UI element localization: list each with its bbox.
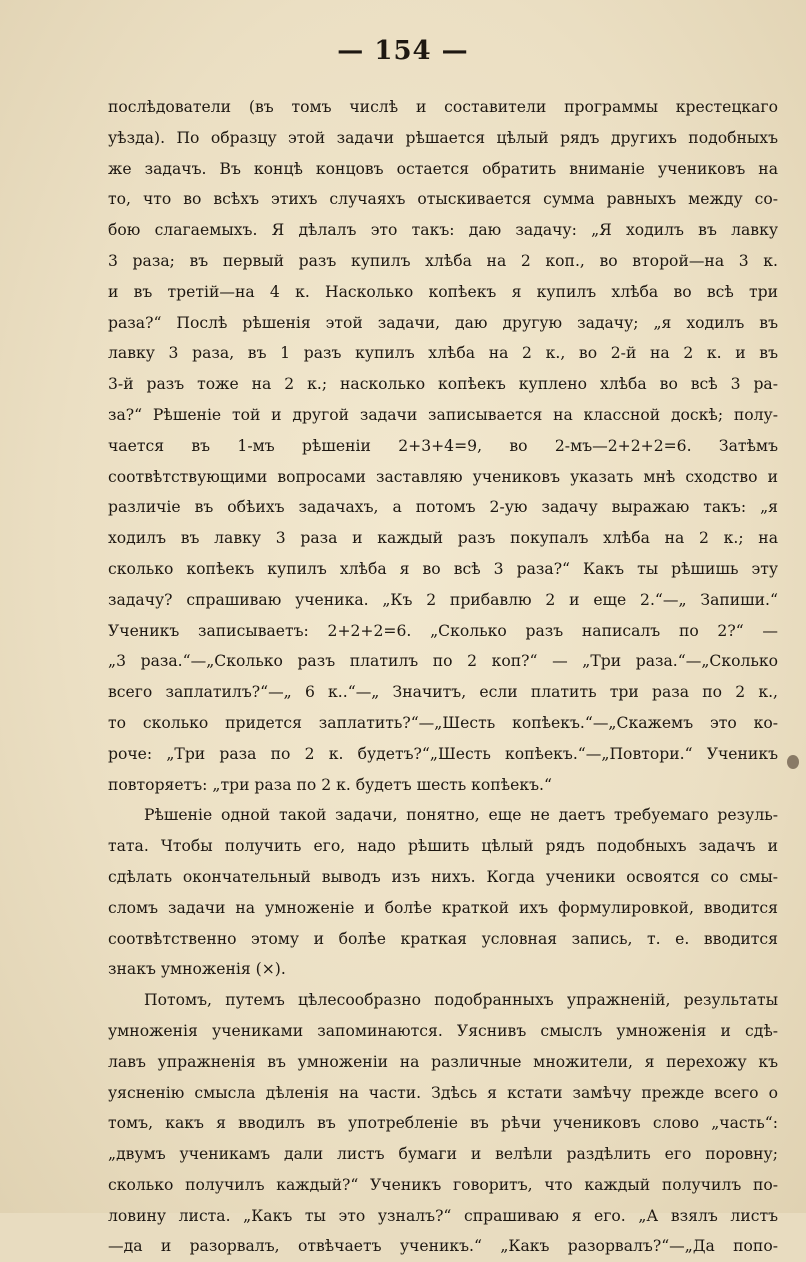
text-line: „двумъ ученикамъ дали листъ бумаги и велѣли раздѣлить его поровну; [108,1145,778,1164]
text-line-paragraph-end: знакъ умноженія (×). [108,960,286,979]
text-line: то, что во всѣхъ этихъ случаяхъ отыскивается сумма равныхъ между со- [108,190,778,209]
text-line: за?“ Рѣшеніе той и другой задачи записывается на классной доскѣ; полу- [108,405,778,424]
text-line: ловину листа. „Какъ ты это узналъ?“ спрашиваю я его. „А взялъ листъ [108,1206,778,1225]
text-line: роче: „Три раза по 2 к. будетъ?“„Шесть копѣекъ.“—„Повтори.“ Ученикъ [108,744,778,763]
text-line: 3 раза; въ первый разъ купилъ хлѣба на 2 коп., во второй—на 3 к. [108,251,778,270]
text-line: различіе въ обѣихъ задачахъ, а потомъ 2-ую задачу выражаю такъ: „я [108,498,778,517]
text-line: уясненію смысла дѣленія на части. Здѣсь я кстати замѣчу прежде всего о [108,1083,778,1102]
text-line: же задачъ. Въ концѣ концовъ остается обратить вниманіе учениковъ на [108,159,778,178]
text-line: и въ третій—на 4 к. Насколько копѣекъ я купилъ хлѣба во всѣ три [108,282,778,301]
text-line: сколько копѣекъ купилъ хлѣба я во всѣ 3 раза?“ Какъ ты рѣшишь эту [108,559,778,578]
text-line: бою слагаемыхъ. Я дѣлалъ это такъ: даю задачу: „Я ходилъ въ лавку [108,221,778,240]
body-text [108,92,778,1262]
text-line: соотвѣтственно этому и болѣе краткая условная запись, т. е. вводится [108,929,778,948]
text-line: лавку 3 раза, въ 1 разъ купилъ хлѣба на 2 к., во 2-й на 2 к. и въ [108,344,778,363]
text-line: сломъ задачи на умноженіе и болѣе краткой ихъ формулировкой, вводится [108,898,778,917]
text-line: тата. Чтобы получить его, надо рѣшить цѣлый рядъ подобныхъ задачъ и [108,837,778,856]
text-line: чается въ 1-мъ рѣшеніи 2+3+4=9, во 2-мъ—2+2+2=6. Затѣмъ [108,436,778,455]
text-line: то сколько придется заплатить?“—„Шесть копѣекъ.“—„Скажемъ это ко- [108,713,778,732]
page-number: — 154 — [337,36,469,66]
text-line-paragraph-start: Потомъ, путемъ цѣлесообразно подобранныхъ упражненій, результаты [144,991,778,1010]
text-line: Ученикъ записываетъ: 2+2+2=6. „Сколько разъ написалъ по 2?“ — [108,621,778,640]
text-line: 3-й разъ тоже на 2 к.; насколько копѣекъ куплено хлѣба во всѣ 3 ра- [108,375,778,394]
text-line: сдѣлать окончательный выводъ изъ нихъ. Когда ученики освоятся со смы- [108,867,778,886]
text-line-paragraph-start: Рѣшеніе одной такой задачи, понятно, еще не даетъ требуемаго резуль- [144,806,778,825]
text-line: задачу? спрашиваю ученика. „Къ 2 прибавлю 2 и еще 2.“—„ Запиши.“ [108,590,778,609]
text-line: всего заплатилъ?“—„ 6 к..“—„ Значитъ, если платить три раза по 2 к., [108,683,778,702]
text-line: раза?“ Послѣ рѣшенія этой задачи, даю другую задачу; „я ходилъ въ [108,313,778,332]
text-line: сколько получилъ каждый?“ Ученикъ говоритъ, что каждый получилъ по- [108,1175,778,1194]
text-line: умноженія учениками запоминаются. Уяснивъ смыслъ умноженія и сдѣ- [108,1021,778,1040]
text-line: —да и разорвалъ, отвѣчаетъ ученикъ.“ „Какъ разорвалъ?“—„Да попо- [108,1237,778,1256]
text-line: соотвѣтствующими вопросами заставляю учениковъ указать мнѣ сходство и [108,467,778,486]
text-line-paragraph-end: повторяетъ: „три раза по 2 к. будетъ шесть копѣекъ.“ [108,775,552,794]
text-line: лавъ упражненія въ умноженіи на различные множители, я перехожу къ [108,1052,778,1071]
text-line: уѣзда). По образцу этой задачи рѣшается цѣлый рядъ другихъ подобныхъ [108,128,778,147]
text-line: „3 раза.“—„Сколько разъ платилъ по 2 коп?“ — „Три раза.“—„Сколько [108,652,778,671]
ink-blot-mark [787,755,799,769]
text-line: послѣдователи (въ томъ числѣ и составители программы крестецкаго [108,98,778,116]
text-line: томъ, какъ я вводилъ въ употребленіе въ рѣчи учениковъ слово „часть“: [108,1114,778,1133]
text-line: ходилъ въ лавку 3 раза и каждый разъ покупалъ хлѣба на 2 к.; на [108,529,778,548]
